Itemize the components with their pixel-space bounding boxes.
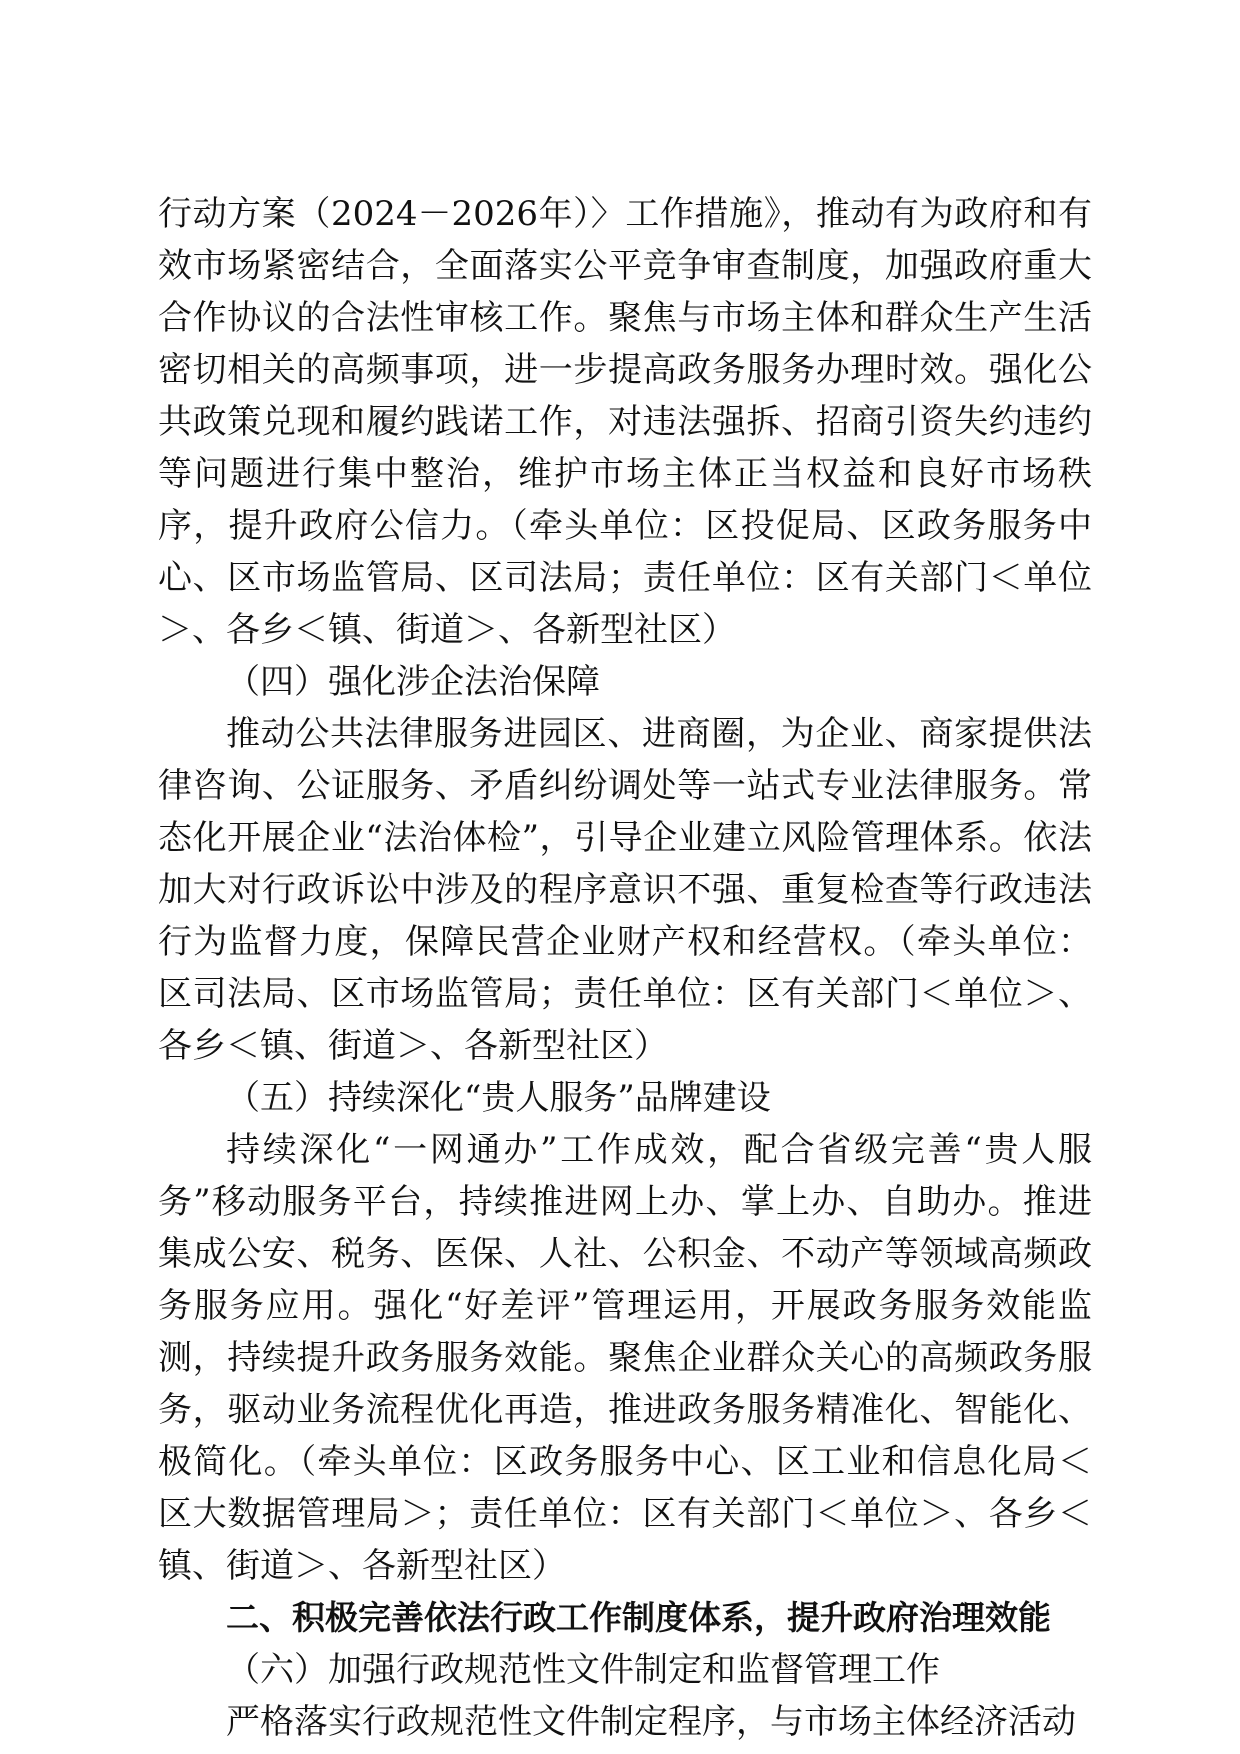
paragraph-4: 推动公共法律服务进园区、进商圈，为企业、商家提供法律咨询、公证服务、矛盾纠纷调处等一站式专业法律服务。常态化开展企业“法治体检”，引导企业建立风险管理体系。依法加大对行政诉讼中涉及的程序意识不强、重复检查等行政违法行为监督力度，保障民营企业财产权和经营权。（牵头单位：区司法局、区市场监管局；责任单位：区有关部门＜单位＞、各乡＜镇、街道＞、各新型社区） xyxy=(158,714,1092,1066)
document-body xyxy=(158,188,1092,1748)
section-heading-2: 二、积极完善依法行政工作制度体系，提升政府治理效能 xyxy=(226,1598,1051,1637)
subheading-6: （六）加强行政规范性文件制定和监督管理工作 xyxy=(226,1650,940,1690)
subheading-4: （四）强化涉企法治保障 xyxy=(226,662,600,702)
subheading-5: （五）持续深化“贵人服务”品牌建设 xyxy=(226,1078,771,1118)
paragraph-6: 严格落实行政规范性文件制定程序，与市场主体经济活动 xyxy=(226,1702,1076,1742)
paragraph-5: 持续深化“一网通办”工作成效，配合省级完善“贵人服务”移动服务平台，持续推进网上办、掌上办、自助办。推进集成公安、税务、医保、人社、公积金、不动产等领域高频政务服务应用。强化“好差评”管理运用，开展政务服务效能监测，持续提升政务服务效能。聚焦企业群众关心的高频政务服务，驱动业务流程优化再造，推进政务服务精准化、智能化、极简化。（牵头单位：区政务服务中心、区工业和信息化局＜区大数据管理局＞；责任单位：区有关部门＜单位＞、各乡＜镇、街道＞、各新型社区） xyxy=(158,1130,1092,1586)
paragraph-continued: 行动方案（2024－2026年）〉工作措施》，推动有为政府和有效市场紧密结合，全面落实公平竞争审查制度，加强政府重大合作协议的合法性审核工作。聚焦与市场主体和群众生产生活密切相关的高频事项，进一步提高政务服务办理时效。强化公共政策兑现和履约践诺工作，对违法强拆、招商引资失约违约等问题进行集中整治，维护市场主体正当权益和良好市场秩序，提升政府公信力。（牵头单位：区投促局、区政务服务中心、区市场监管局、区司法局；责任单位：区有关部门＜单位＞、各乡＜镇、街道＞、各新型社区） xyxy=(158,194,1092,650)
